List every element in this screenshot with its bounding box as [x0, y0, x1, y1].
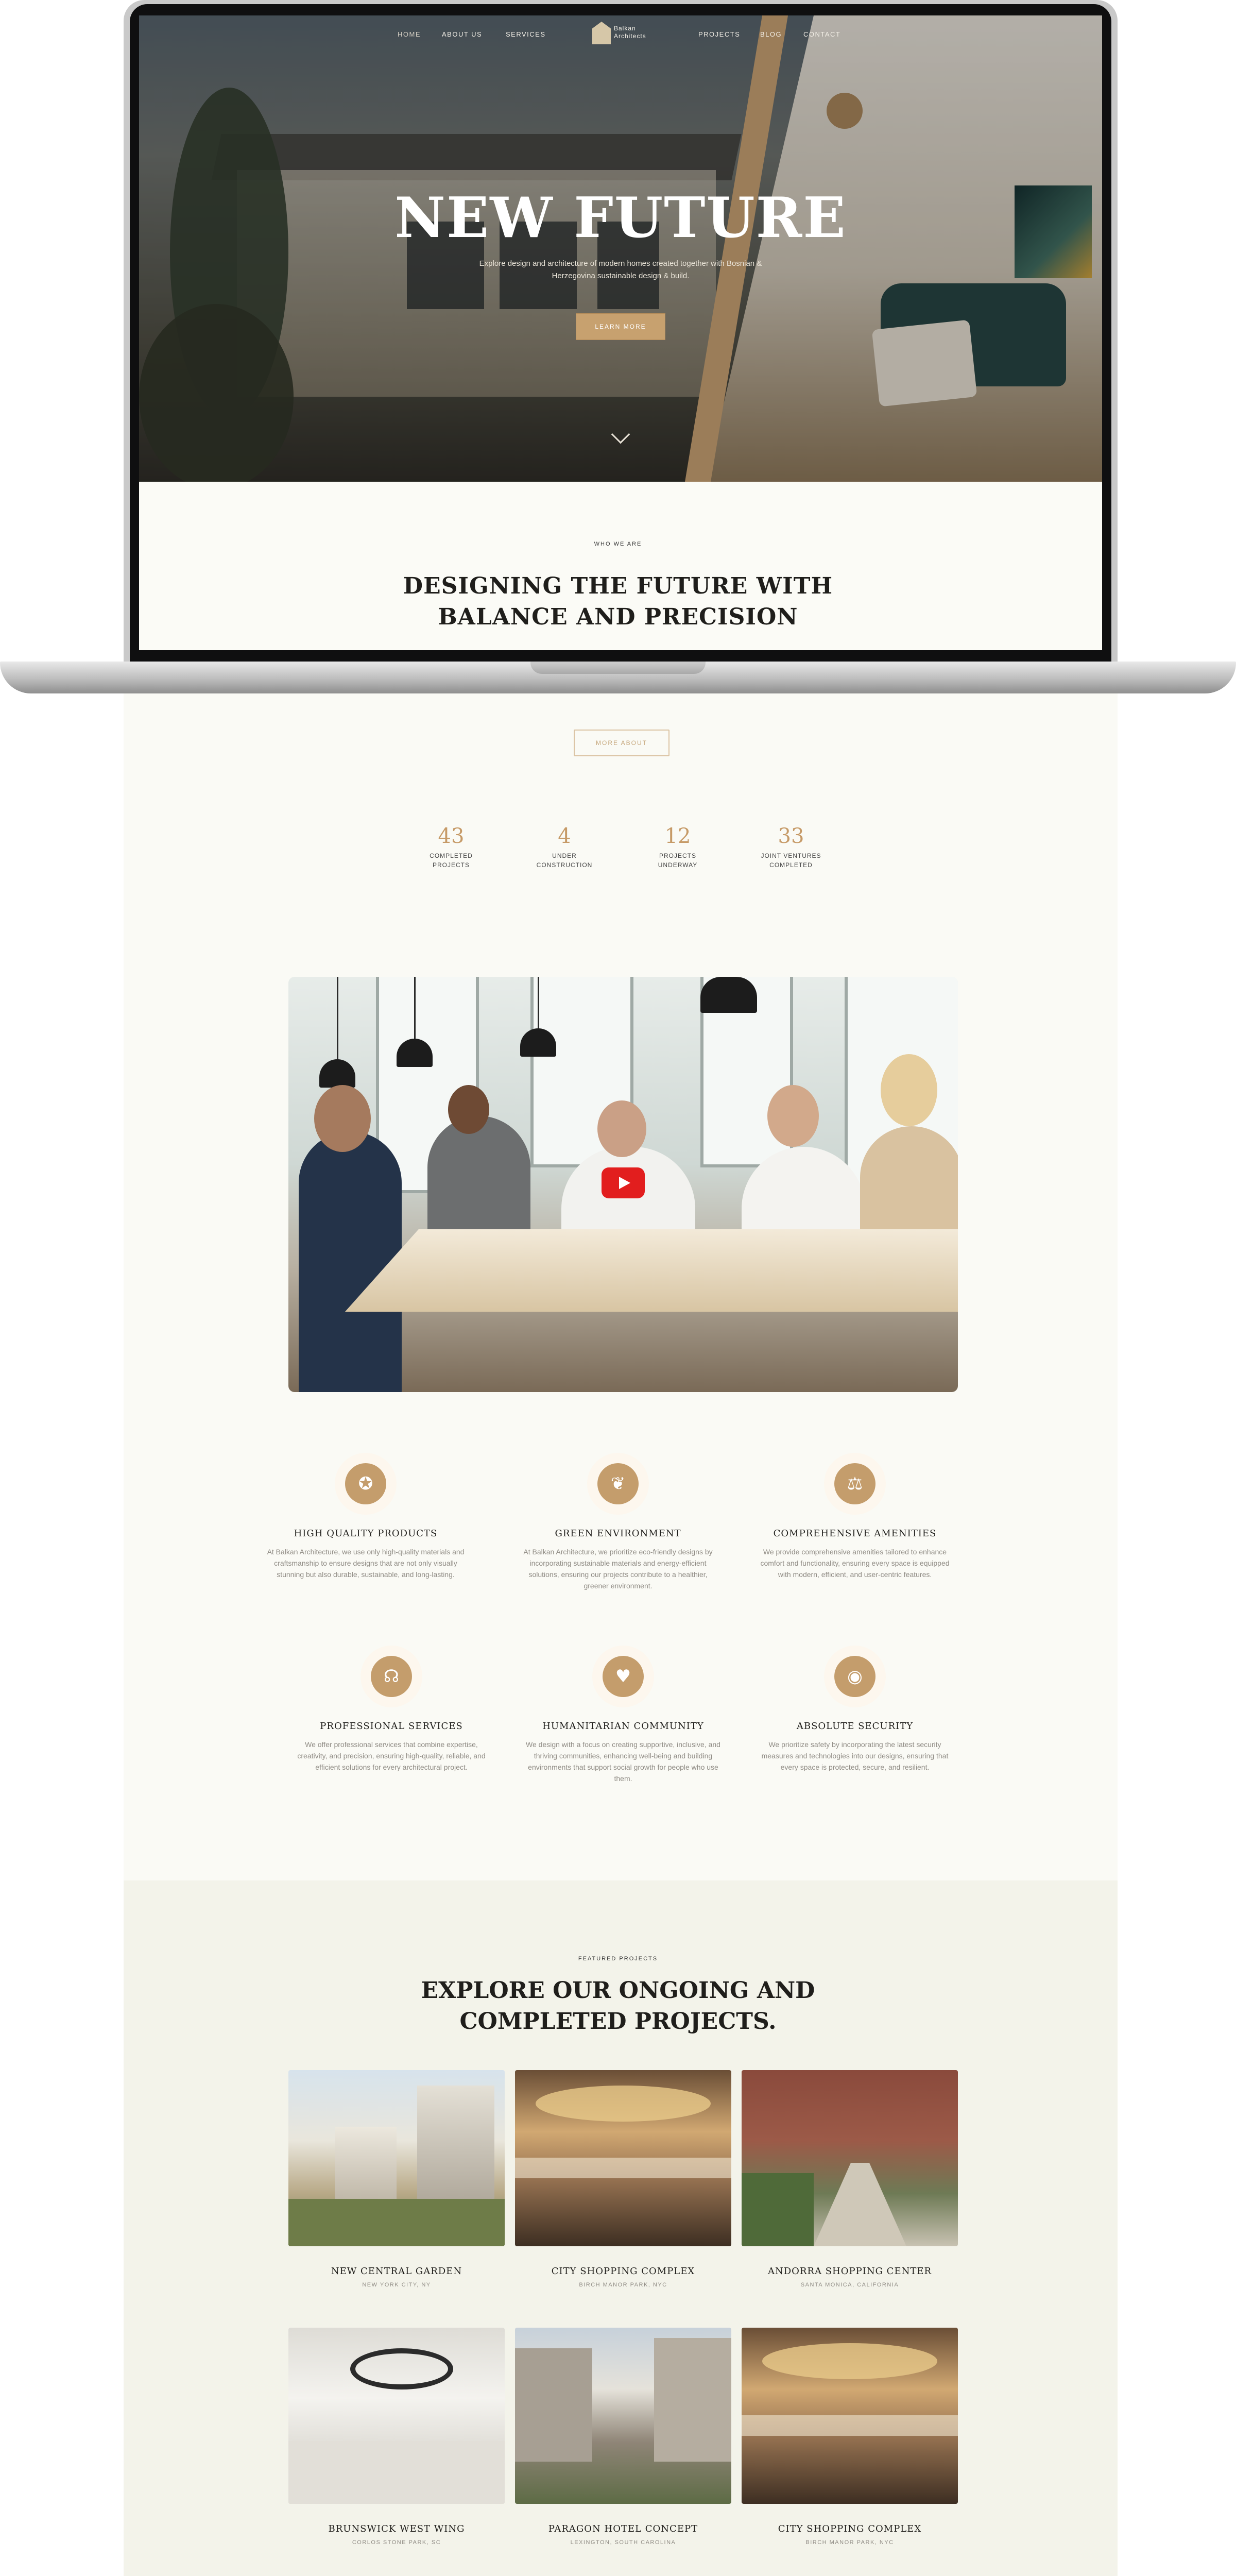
feature-high-quality: ✪ HIGH QUALITY PRODUCTS At Balkan Architecture, we use only high-quality materials and craftsmanship to ensure designs that are not only visually stunning but also durable, sustainable, and long-lasting.	[263, 1453, 469, 1580]
feature-amenities: ⚖ COMPREHENSIVE AMENITIES We provide comprehensive amenities tailored to enhance comfort and functionality, ensuring every space is equipped with modern, efficient, and user-centric features.	[752, 1453, 958, 1580]
nav-projects[interactable]: PROJECTS	[698, 30, 741, 38]
project-card[interactable]: NEW CENTRAL GARDEN NEW YORK CITY, NY	[288, 2070, 505, 2288]
about-eyebrow: WHO WE ARE	[594, 541, 642, 547]
project-image	[515, 2070, 731, 2246]
project-image	[288, 2070, 505, 2246]
project-card[interactable]: CITY SHOPPING COMPLEX BIRCH MANOR PARK, NYC	[742, 2328, 958, 2546]
laptop-screen	[139, 15, 1102, 650]
nav-about[interactable]: ABOUT US	[442, 30, 483, 38]
leaf-icon: ❦	[587, 1453, 649, 1515]
feature-professional-services: ☊ PROFESSIONAL SERVICES We offer professional services that combine expertise, creativity, and precision, ensuring high-quality, reliable, and efficient solutions for every architectural project.	[288, 1646, 494, 1773]
stat-joint-ventures: 33 JOINT VENTURES COMPLETED	[761, 824, 821, 869]
stat-completed: 43 COMPLETED PROJECTS	[430, 824, 473, 869]
main-nav	[139, 15, 1102, 57]
security-icon: ◉	[824, 1646, 886, 1707]
project-image	[742, 2328, 958, 2504]
amenities-icon: ⚖	[824, 1453, 886, 1515]
nav-blog[interactable]: BLOG	[760, 30, 782, 38]
project-card[interactable]: BRUNSWICK WEST WING CORLOS STONE PARK, SC	[288, 2328, 505, 2546]
project-card[interactable]: ANDORRA SHOPPING CENTER SANTA MONICA, CALIFORNIA	[742, 2070, 958, 2288]
community-icon: ♥	[592, 1646, 654, 1707]
nav-contact[interactable]: CONTACT	[803, 30, 841, 38]
project-image	[742, 2070, 958, 2246]
stat-underway: 12 PROJECTS UNDERWAY	[658, 824, 698, 869]
logo[interactable]: Balkan Architects	[592, 22, 654, 54]
medal-icon: ✪	[335, 1453, 397, 1515]
feature-humanitarian: ♥ HUMANITARIAN COMMUNITY We design with a focus on creating supportive, inclusive, and thriving communities, enhancing well-being and building environments that support social growth for people who use them.	[520, 1646, 726, 1784]
logo-mark-icon	[592, 22, 611, 44]
hero-title: NEW FUTURE	[394, 185, 847, 250]
projects-title: EXPLORE OUR ONGOING AND COMPLETED PROJECTS.	[421, 1977, 815, 2035]
learn-more-button[interactable]: LEARN MORE	[576, 313, 665, 340]
more-about-button[interactable]: MORE ABOUT	[574, 730, 670, 756]
project-card[interactable]: CITY SHOPPING COMPLEX BIRCH MANOR PARK, NYC	[515, 2070, 731, 2288]
play-icon[interactable]	[602, 1167, 645, 1198]
project-image	[515, 2328, 731, 2504]
hero-subtitle: Explore design and architecture of modern homes created together with Bosnian & Herzegovina sustainable design & build.	[479, 259, 762, 280]
laptop-notch	[530, 662, 706, 674]
stat-under-construction: 4 UNDER CONSTRUCTION	[536, 824, 593, 869]
project-card[interactable]: PARAGON HOTEL CONCEPT LEXINGTON, SOUTH CAROLINA	[515, 2328, 731, 2546]
feature-green-environment: ❦ GREEN ENVIRONMENT At Balkan Architecture, we prioritize eco-friendly designs by incorporating sustainable materials and energy-efficient solutions, ensuring our projects contribute to a healthier, greener environment.	[515, 1453, 721, 1591]
nav-services[interactable]: SERVICES	[506, 30, 546, 38]
headset-icon: ☊	[360, 1646, 422, 1707]
hero-section	[139, 15, 1102, 482]
feature-security: ◉ ABSOLUTE SECURITY We prioritize safety by incorporating the latest security measures and technologies into our designs, ensuring that every space is protected, secure, and resilient.	[752, 1646, 958, 1773]
project-image	[288, 2328, 505, 2504]
nav-home[interactable]: HOME	[398, 30, 421, 38]
about-title: DESIGNING THE FUTURE WITH BALANCE AND PRECISION	[403, 573, 833, 630]
video-player[interactable]	[288, 977, 958, 1392]
projects-eyebrow: FEATURED PROJECTS	[578, 1956, 658, 1962]
